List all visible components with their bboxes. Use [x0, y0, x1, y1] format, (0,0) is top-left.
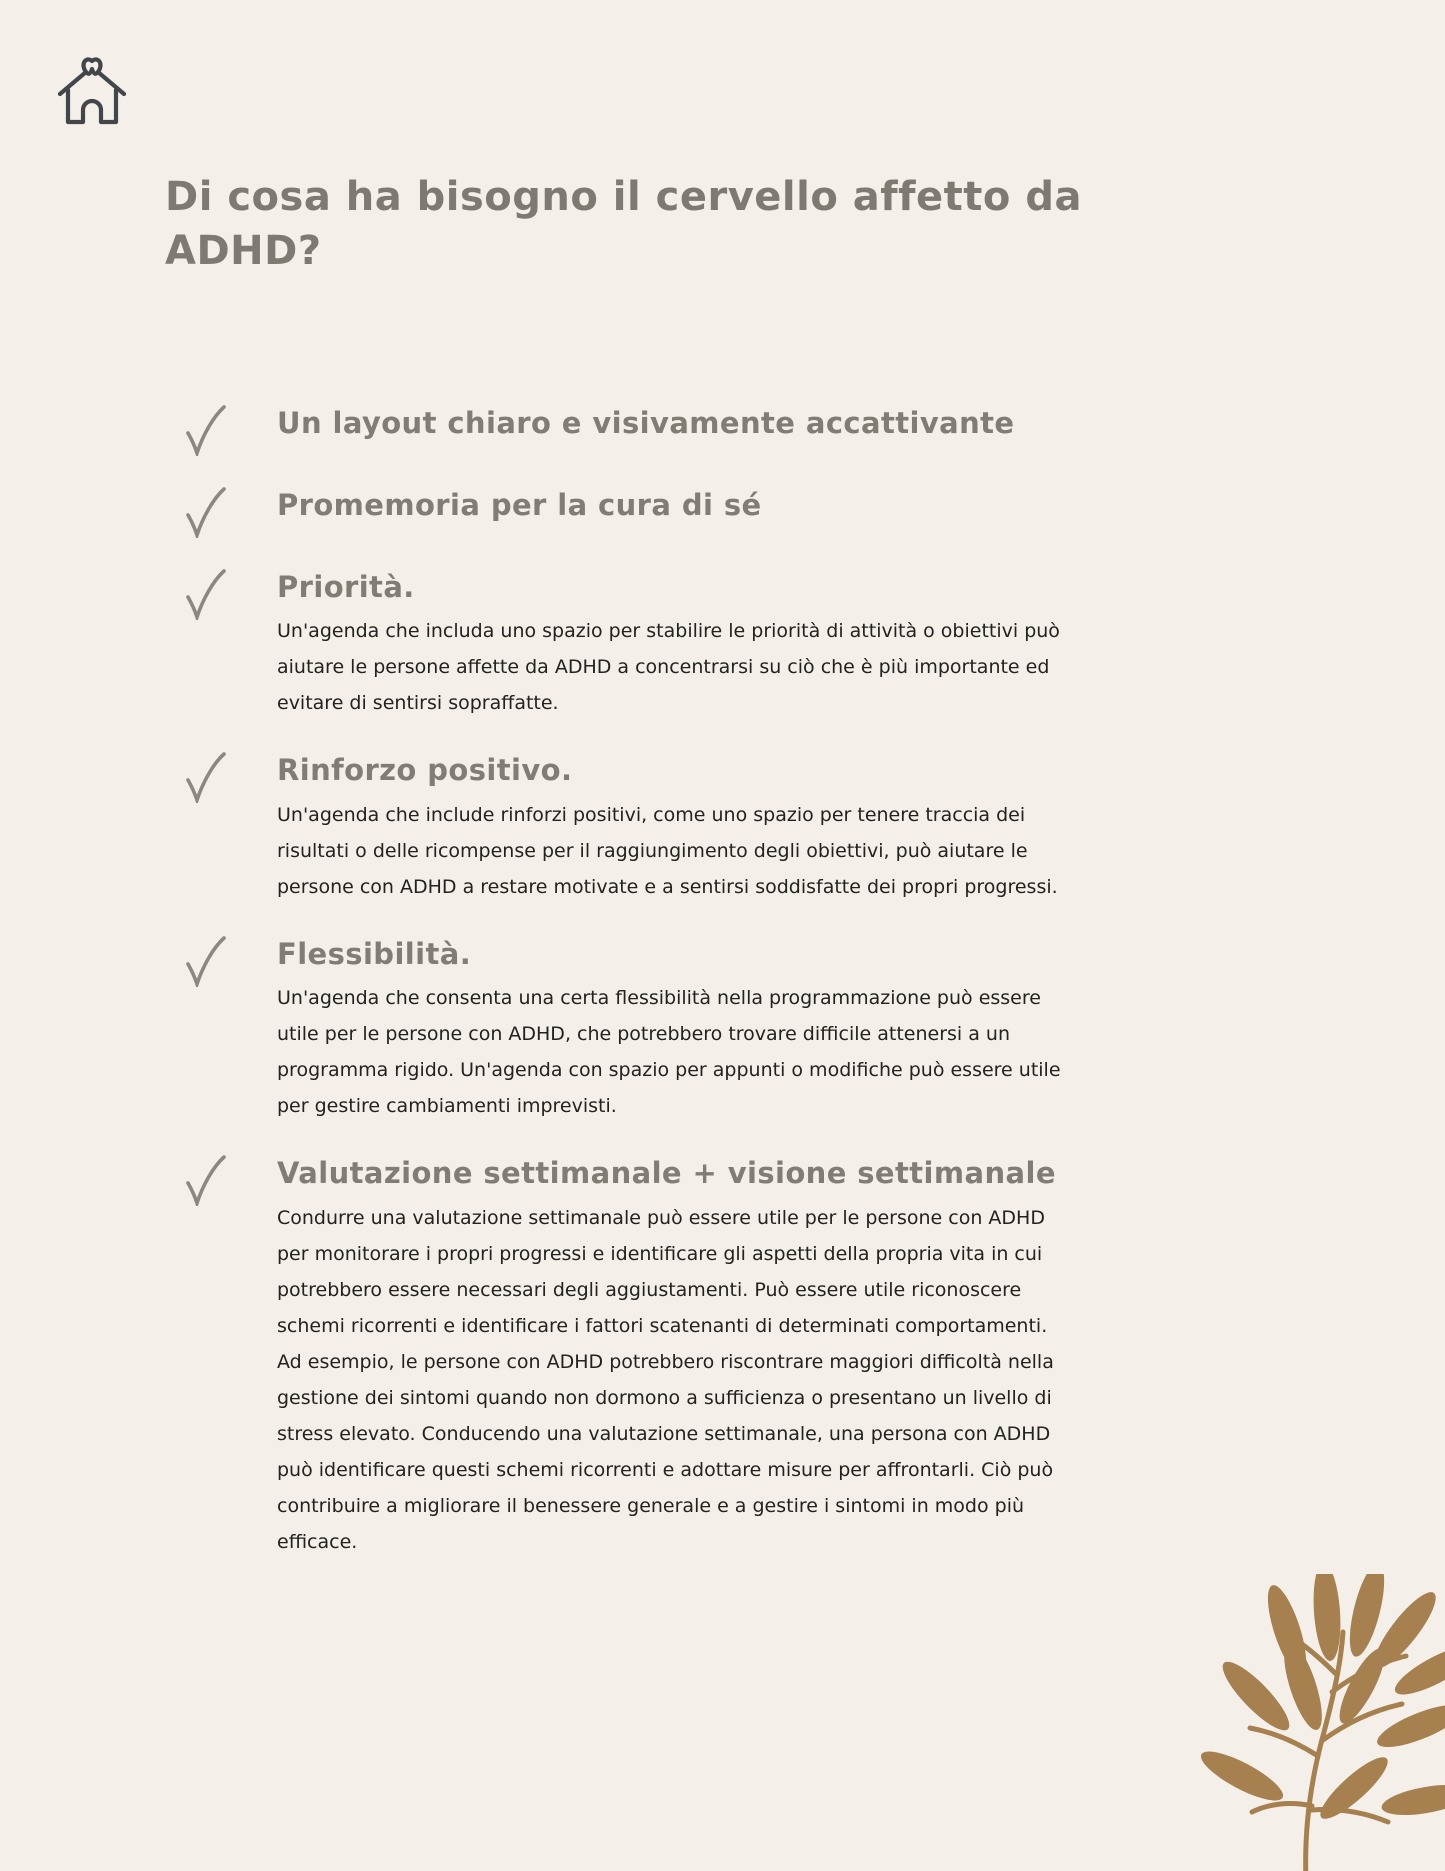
page-title: Di cosa ha bisogno il cervello affetto da ADHD? — [165, 174, 1082, 274]
check-item-layout — [165, 404, 1225, 456]
checkmark-icon — [181, 751, 227, 803]
item-body: Condurre una valutazione settimanale può essere utile per le persone con ADHD per monitorare i propri progressi e identificare gli aspetti della propria vita in cui potrebbero essere necessari degli aggiustamenti. Può essere utile riconoscere schemi ricorrenti e identificare i fattori scatenanti di determinati comportamenti. Ad esempio, le persone con ADHD potrebbero riscontrare maggiori difficoltà nella gestione dei sintomi quando non dormono a sufficienza o presentano un livello di stress elevato. Conducendo una valutazione settimanale, una persona con ADHD può identificare questi schemi ricorrenti e adottare misure per affrontarli. Ciò può contribuire a migliorare il benessere generale e a gestire i sintomi in modo più efficace. — [277, 1206, 1054, 1554]
home-heart-icon[interactable] — [52, 48, 132, 134]
check-item-promemoria — [165, 486, 1225, 538]
item-body: Un'agenda che includa uno spazio per stabilire le priorità di attività o obiettivi può aiutare le persone affette da ADHD a concentrarsi su ciò che è più importante ed evitare di sentirsi sopraffatte. — [277, 620, 1060, 715]
checkmark-icon — [181, 486, 227, 538]
check-item-priorita — [165, 568, 1225, 721]
item-heading: Un layout chiaro e visivamente accattivante — [277, 406, 1015, 440]
item-heading: Flessibilità. — [277, 936, 472, 971]
check-item-rinforzo — [165, 751, 1225, 904]
item-heading: Promemoria per la cura di sé — [277, 488, 762, 522]
checkmark-icon — [181, 1154, 227, 1206]
item-body: Un'agenda che consenta una certa flessibilità nella programmazione può essere utile per le persone con ADHD, che potrebbero trovare difficile attenersi a un programma rigido. Un'agenda con spazio per appunti o modifiche può essere utile per gestire cambiamenti imprevisti. — [277, 986, 1061, 1118]
check-item-flessibilita — [165, 935, 1225, 1125]
check-item-valutazione — [165, 1154, 1225, 1560]
checklist — [165, 404, 1225, 1560]
olive-branch-illustration — [1006, 1574, 1445, 1871]
checkmark-icon — [181, 404, 227, 456]
item-body: Un'agenda che include rinforzi positivi, come uno spazio per tenere traccia dei risultati o delle ricompense per il raggiungimento degli obiettivi, può aiutare le persone con ADHD a restare motivate e a sentirsi soddisfatte dei propri progressi. — [277, 803, 1058, 898]
checkmark-icon — [181, 568, 227, 620]
item-heading: Valutazione settimanale + visione settimanale — [277, 1156, 1056, 1191]
main-content — [165, 170, 1225, 1590]
item-heading: Rinforzo positivo. — [277, 753, 573, 788]
checkmark-icon — [181, 935, 227, 987]
item-heading: Priorità. — [277, 570, 415, 604]
